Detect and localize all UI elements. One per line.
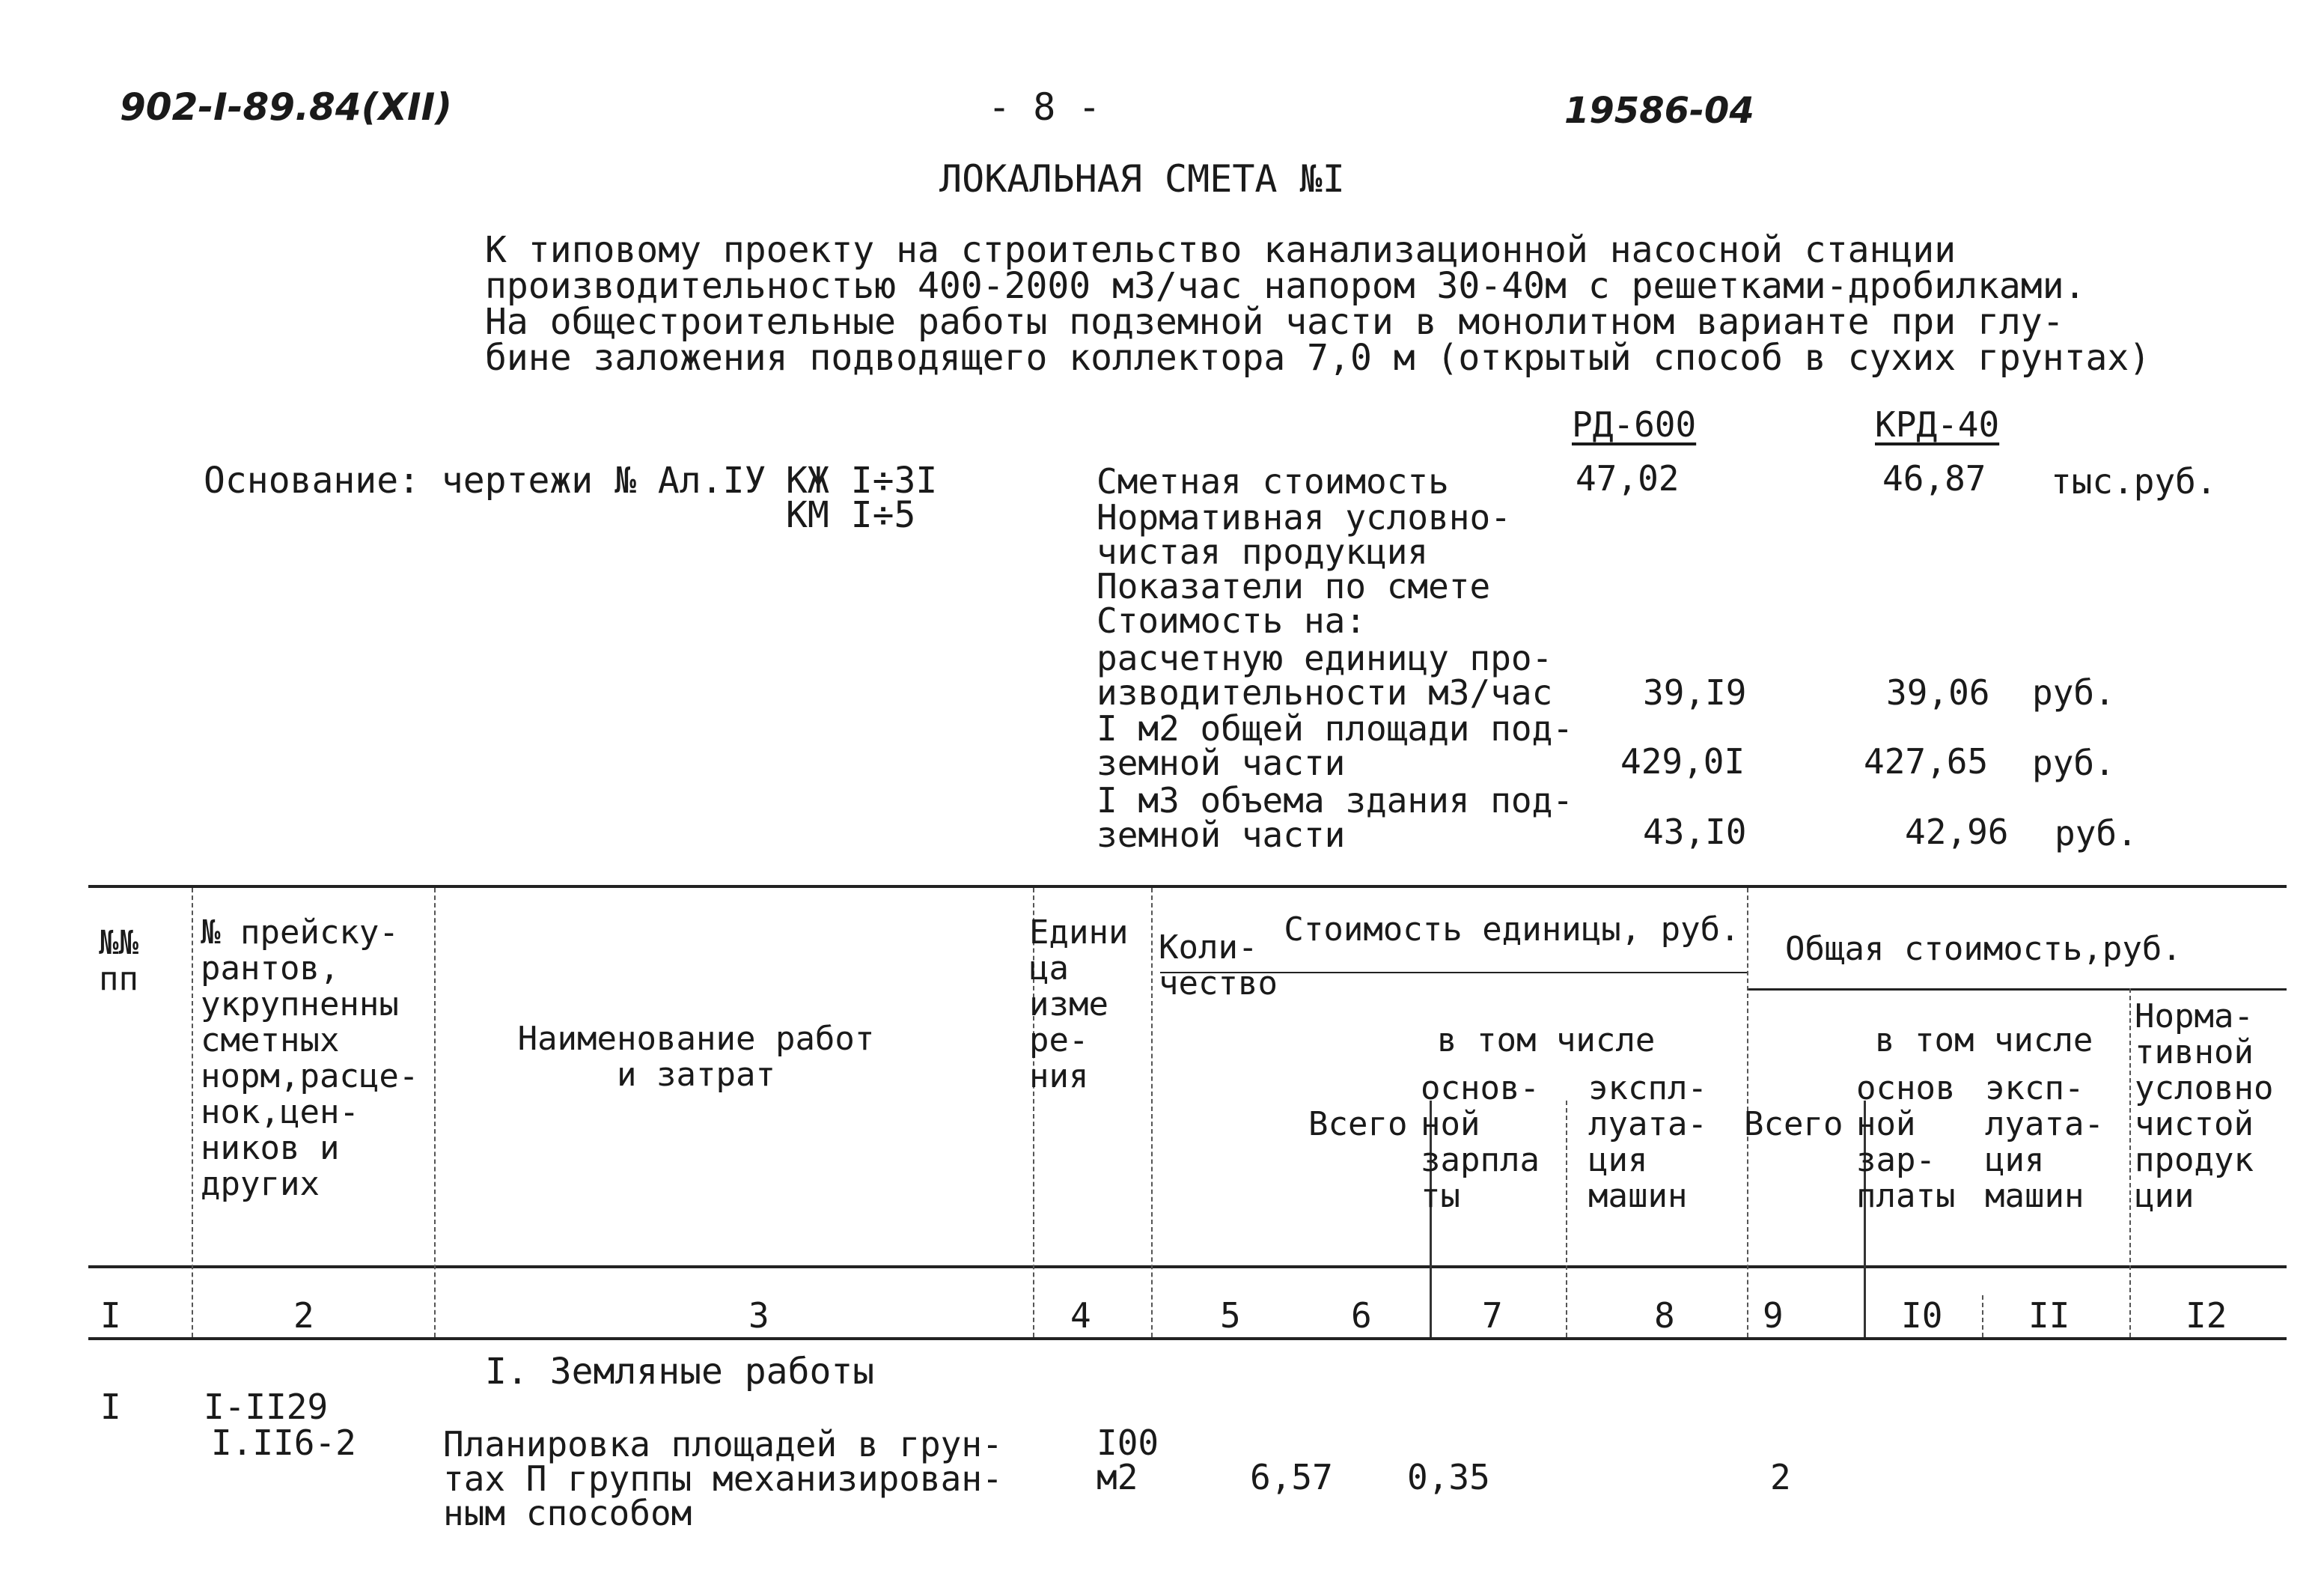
column-number: 2 [293,1295,314,1336]
variant-rd600: РД-600 [1572,404,1697,445]
estimated-cost-rd600: 47,02 [1576,458,1680,499]
header-base-wage: основ- ной зарпла ты [1421,1069,1540,1215]
per-capacity-unit: руб. [2032,672,2115,713]
header-pp: №№ пп [99,924,138,998]
header-total-machines: эксп- луата- ция машин [1985,1069,2104,1215]
column-number: 6 [1351,1295,1372,1336]
row-number: I [100,1387,121,1427]
header-unit-total: Всего [1308,1105,1408,1143]
header-machines: экспл- луата- ция машин [1588,1069,1707,1215]
stamp-number: 19586-04 [1564,90,1754,132]
description-line: На общестроительные работы подземной части в монолитном варианте при глу- [485,301,2064,343]
column-divider [2129,988,2131,1337]
header-total-including: в том числе [1875,1021,2093,1059]
header-total-all: Всего [1744,1105,1843,1143]
total-cost-divider [1747,988,2287,991]
column-number: II [2028,1295,2070,1336]
column-number: I0 [1901,1295,1943,1336]
column-divider [1982,1295,1983,1337]
variant-krd40: КРД-40 [1875,404,2000,445]
document-code: 902-I-89.84(XII) [120,85,453,129]
column-number: 7 [1482,1295,1503,1336]
per-area-unit: руб. [2032,743,2115,783]
row-unit-wage: 0,35 [1407,1457,1490,1497]
per-volume-unit: руб. [2055,813,2138,854]
row-code: I.II6-2 [211,1423,356,1463]
column-divider [1151,888,1153,1337]
column-number: 4 [1070,1295,1091,1336]
row-unit-total: 6,57 [1250,1457,1333,1497]
row-unit: м2 [1097,1457,1138,1497]
basis-drawings-km: КМ I÷5 [786,494,916,536]
header-normative-output: Норма- тивной условно чистой продук ции [2135,997,2274,1215]
column-number: 8 [1654,1295,1675,1336]
per-capacity-rd600: 39,I9 [1643,672,1747,713]
estimated-cost-krd40: 46,87 [1882,458,1986,499]
description-line: производительностью 400-2000 м3/час напором 30-40м с решетками-дробилками. [485,265,2086,307]
row-code: I-II29 [204,1387,329,1427]
per-volume-label: I м3 объема здания под- [1097,780,1573,821]
indicator-text: Показатели по смете [1097,566,1491,606]
per-volume-krd40: 42,96 [1905,812,2009,852]
row-unit: I00 [1097,1423,1159,1463]
row-name-line: Планировка площадей в грун- [443,1424,1003,1464]
column-divider [434,888,436,1337]
per-area-rd600: 429,0I [1620,741,1745,782]
estimated-cost-label: Сметная стоимость [1097,461,1449,502]
header-total-cost: Общая стоимость,руб. [1785,930,2182,968]
row-name-line: ным способом [443,1493,692,1533]
per-capacity-krd40: 39,06 [1886,672,1990,713]
row-total: 2 [1770,1457,1791,1497]
column-number: I2 [2186,1295,2227,1336]
per-capacity-label: расчетную единицу про- [1097,638,1553,678]
column-divider [192,888,193,1337]
indicator-text: Стоимость на: [1097,600,1367,641]
description-line: бине заложения подводящего коллектора 7,0 м (открытый способ в сухих грунтах) [485,337,2151,379]
page-number: - 8 - [988,85,1101,129]
column-number: I [100,1295,121,1336]
header-work-name: Наименование работ и затрат [517,1020,875,1094]
header-unit-cost: Стоимость единицы, руб. [1284,910,1740,949]
column-numbers-border [88,1337,2287,1340]
per-area-krd40: 427,65 [1864,741,1989,782]
header-unit-including: в том числе [1437,1021,1656,1059]
per-volume-rd600: 43,I0 [1643,812,1747,852]
table-top-border [88,885,2287,888]
page-title: ЛОКАЛЬНАЯ СМЕТА №I [939,157,1345,201]
header-quantity: Коли- чество [1159,928,1278,1003]
header-bottom-border [88,1265,2287,1268]
per-volume-label: земной части [1097,815,1346,855]
column-number: 9 [1763,1295,1784,1336]
estimated-cost-unit: тыс.руб. [2051,461,2217,502]
per-capacity-label: изводительности м3/час [1097,672,1553,713]
description-line: К типовому проекту на строительство канализационной насосной станции [485,229,1957,271]
column-number: 5 [1220,1295,1241,1336]
header-total-wage: основ ной зар- платы [1856,1069,1956,1215]
indicator-text: чистая продукция [1097,532,1429,572]
basis-label: Основание: чертежи № Ал.IУ [204,460,766,502]
section-title: I. Земляные работы [485,1351,875,1393]
header-unit: Едини ца изме ре- ния [1029,913,1129,1095]
column-number: 3 [748,1295,769,1336]
per-area-label: земной части [1097,743,1346,783]
row-name-line: тах П группы механизирован- [443,1458,1003,1499]
per-area-label: I м2 общей площади под- [1097,708,1573,749]
indicator-text: Нормативная условно- [1097,497,1511,538]
basis-drawings-kzh: КЖ I÷3I [786,460,938,502]
header-pricelist: № прейску- рантов, укрупненны сметных норм,расце- нок,цен- ников и других [201,913,419,1203]
